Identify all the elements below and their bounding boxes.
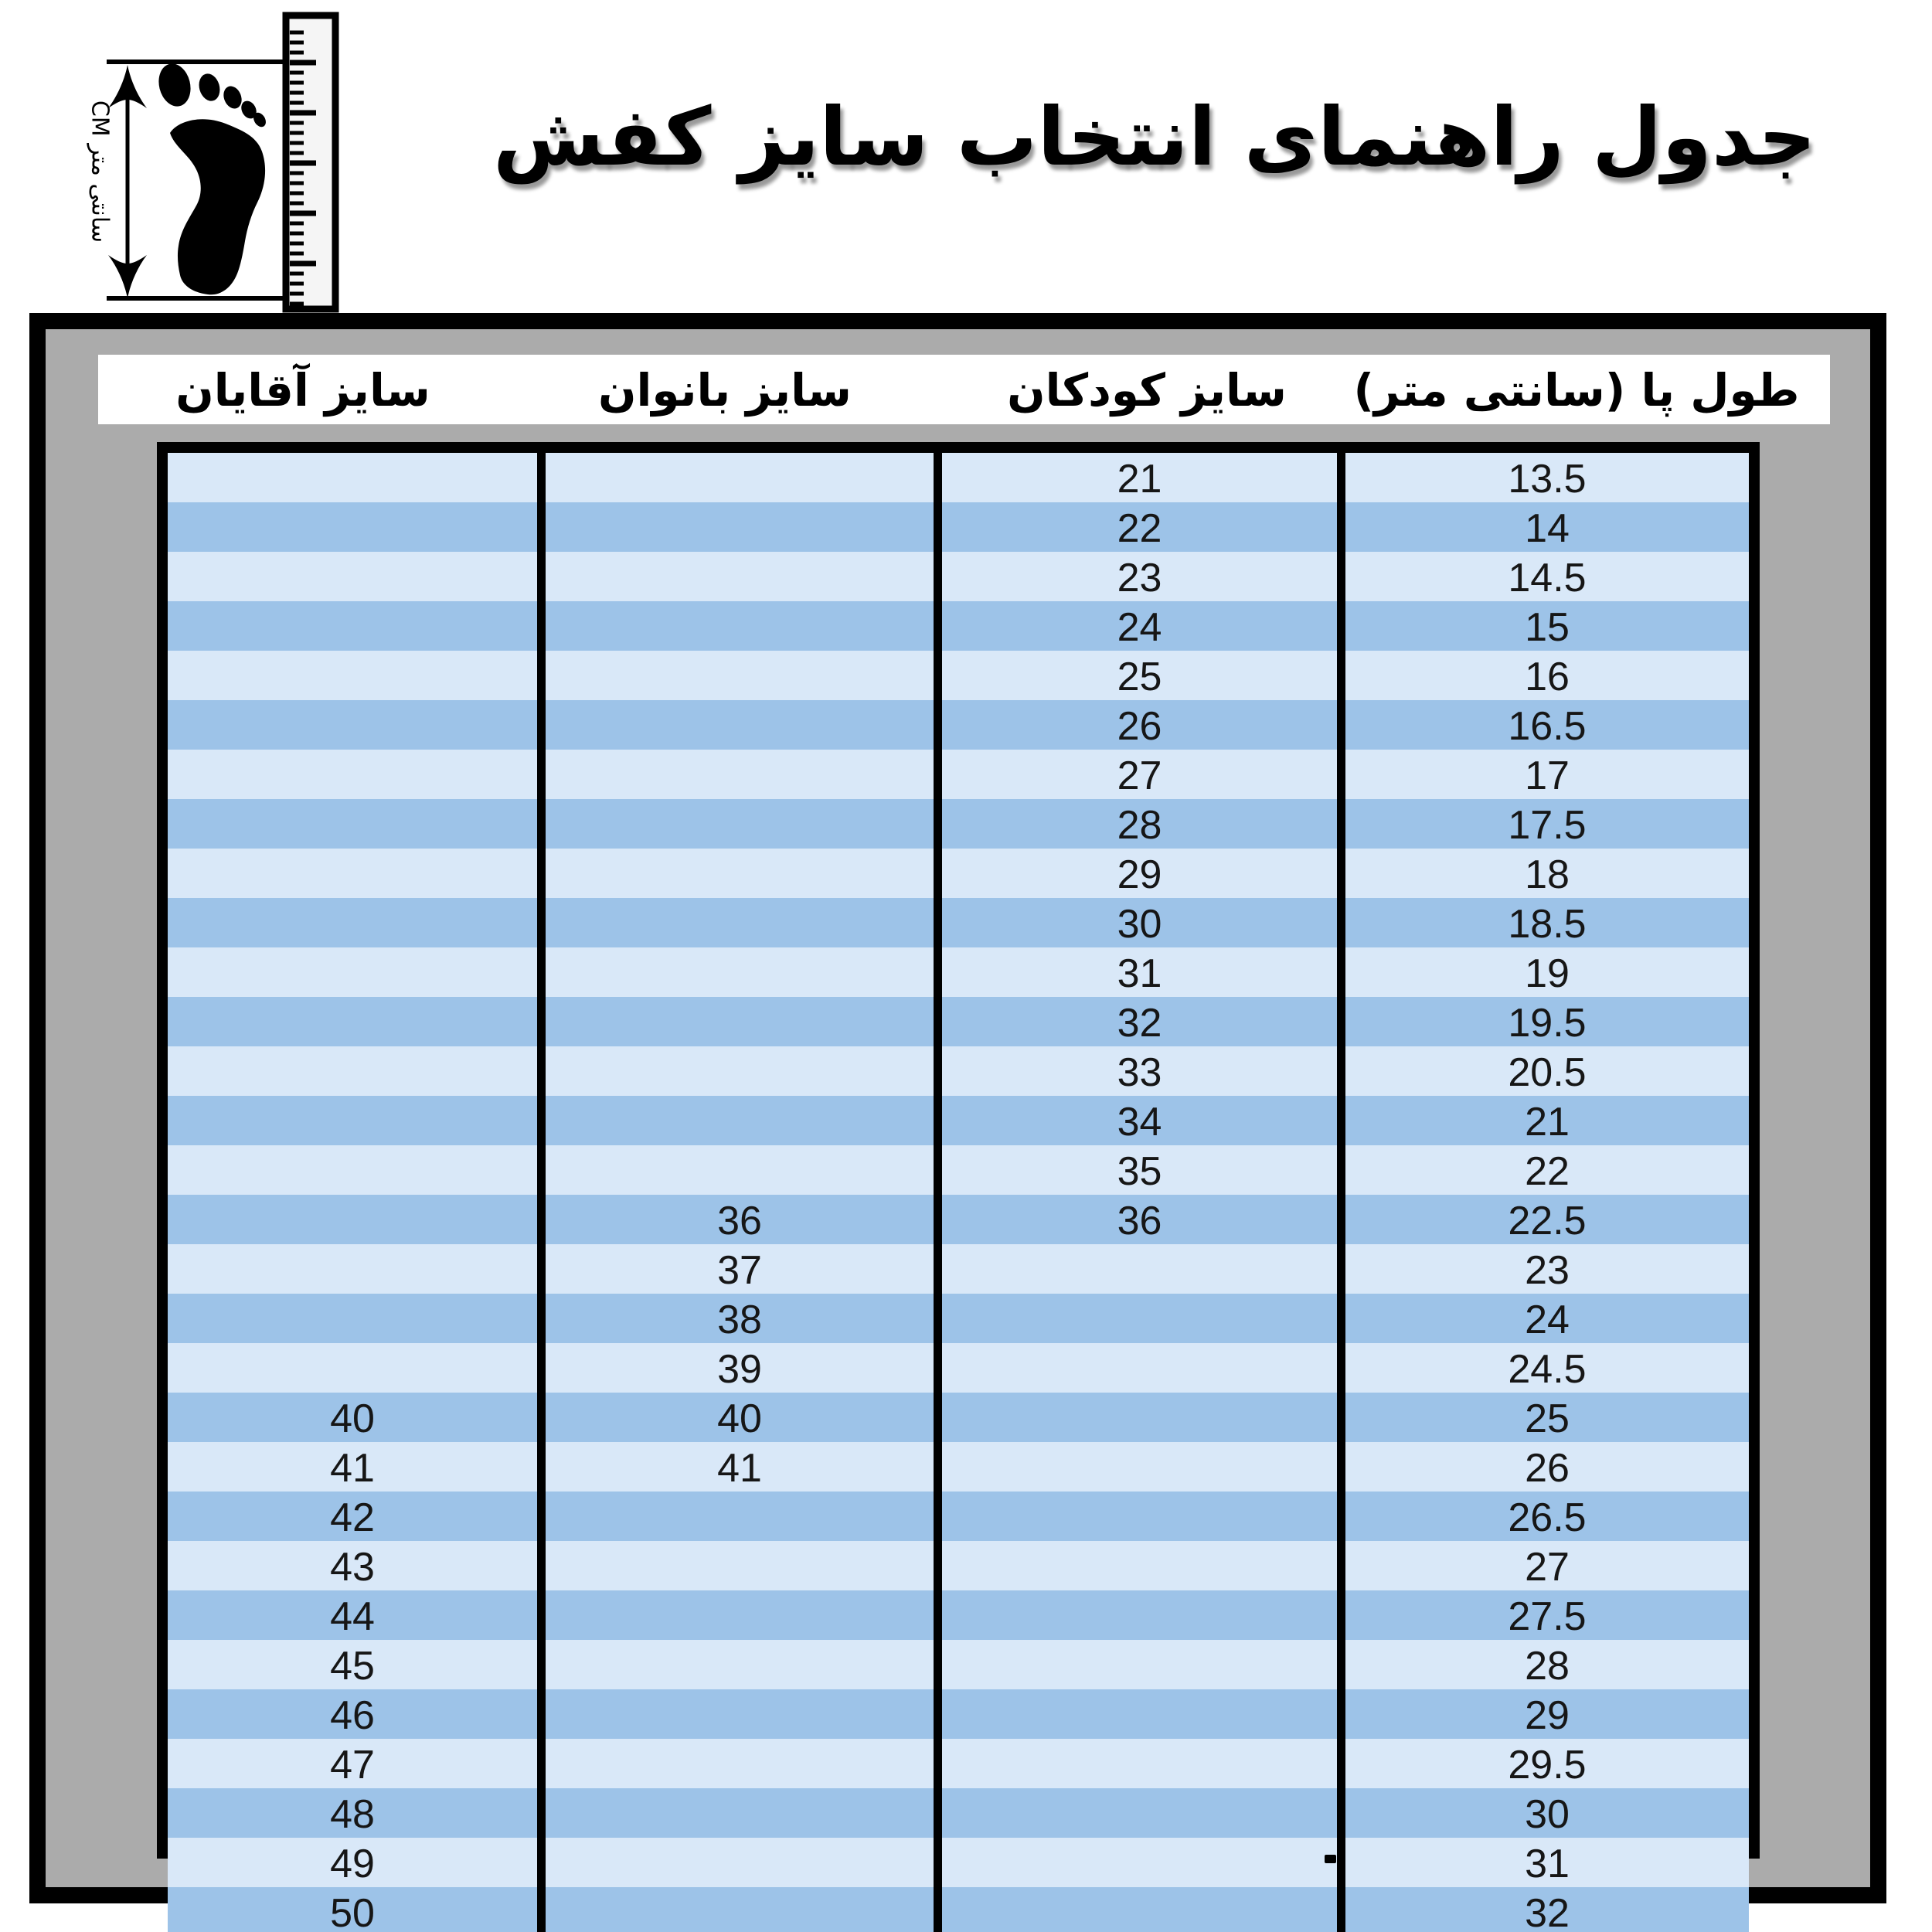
cell-women-size	[546, 1046, 934, 1096]
column-divider	[934, 997, 942, 1046]
cell-children-size: 25	[1117, 655, 1162, 699]
column-divider	[1337, 651, 1345, 700]
column-divider	[537, 849, 546, 898]
cell-foot-length: 22.5	[1508, 1199, 1587, 1243]
cell-foot-length: 32	[1525, 1891, 1570, 1932]
column-divider	[934, 1244, 942, 1294]
cell-children-size	[942, 1887, 1337, 1932]
cell-men-size	[168, 1096, 537, 1145]
column-divider	[934, 502, 942, 552]
column-divider	[537, 552, 546, 601]
column-divider	[1337, 1590, 1345, 1640]
cell-men-size	[168, 651, 537, 700]
column-divider	[934, 1590, 942, 1640]
column-divider	[537, 997, 546, 1046]
cell-children-size: 30	[1117, 902, 1162, 947]
cell-women-size	[546, 1640, 934, 1689]
column-divider	[1337, 947, 1345, 997]
cell-women-size	[546, 502, 934, 552]
cell-women-size	[546, 1492, 934, 1541]
column-divider	[934, 552, 942, 601]
cell-foot-length: 14	[1525, 506, 1570, 551]
column-divider	[537, 1145, 546, 1195]
cell-foot-length: 13.5	[1508, 457, 1587, 502]
cell-foot-length: 28	[1525, 1644, 1570, 1689]
cell-women-size	[546, 1838, 934, 1887]
column-divider	[1337, 1244, 1345, 1294]
column-divider	[1337, 1689, 1345, 1739]
cell-children-size: 33	[1117, 1050, 1162, 1095]
cell-foot-length: 31	[1525, 1842, 1570, 1886]
column-divider	[1337, 700, 1345, 750]
cell-women-size	[546, 1096, 934, 1145]
column-divider	[1337, 997, 1345, 1046]
cell-children-size	[942, 1343, 1337, 1393]
cell-children-size: 24	[1117, 605, 1162, 650]
cell-foot-length: 26.5	[1508, 1495, 1587, 1540]
cell-men-size	[168, 1343, 537, 1393]
column-divider	[934, 1145, 942, 1195]
cell-men-size: 40	[330, 1396, 375, 1441]
cell-women-size	[546, 601, 934, 651]
cell-children-size	[942, 1590, 1337, 1640]
table-row	[168, 1887, 1749, 1932]
table-row	[168, 947, 1749, 997]
cell-children-size: 34	[1117, 1100, 1162, 1145]
cell-children-size: 36	[1117, 1199, 1162, 1243]
table-row	[168, 651, 1749, 700]
column-divider	[537, 1096, 546, 1145]
foot-measurement-icon	[23, 0, 371, 325]
table-row	[168, 453, 1749, 502]
column-divider	[537, 898, 546, 947]
cell-men-size: 50	[330, 1891, 375, 1932]
cell-women-size: 38	[717, 1298, 762, 1342]
column-divider	[537, 1294, 546, 1343]
table-row	[168, 1393, 1749, 1442]
cell-men-size	[168, 453, 537, 502]
cell-women-size: 40	[717, 1396, 762, 1441]
column-divider	[1337, 898, 1345, 947]
cell-men-size	[168, 799, 537, 849]
cell-foot-length: 15	[1525, 605, 1570, 650]
column-divider	[934, 1343, 942, 1393]
size-table	[157, 442, 1760, 1932]
cell-children-size: 32	[1117, 1001, 1162, 1046]
cell-children-size	[942, 1492, 1337, 1541]
cell-men-size	[168, 750, 537, 799]
cell-women-size	[546, 1590, 934, 1640]
column-divider	[934, 1195, 942, 1244]
cell-children-size: 21	[1117, 457, 1162, 502]
column-divider	[934, 1541, 942, 1590]
column-divider	[537, 1689, 546, 1739]
cell-children-size	[942, 1244, 1337, 1294]
cell-children-size	[942, 1640, 1337, 1689]
column-header-children-size: سایز کودکان	[1007, 364, 1287, 417]
column-divider	[934, 898, 942, 947]
table-row	[168, 750, 1749, 799]
cell-foot-length: 29	[1525, 1693, 1570, 1738]
column-divider	[934, 700, 942, 750]
cell-foot-length: 20.5	[1508, 1050, 1587, 1095]
column-divider	[1337, 502, 1345, 552]
column-divider	[934, 1393, 942, 1442]
column-divider	[934, 1838, 942, 1887]
cell-foot-length: 17	[1525, 753, 1570, 798]
cell-foot-length: 26	[1525, 1446, 1570, 1491]
column-divider	[934, 1739, 942, 1788]
cell-foot-length: 30	[1525, 1792, 1570, 1837]
table-header-strip	[98, 355, 1830, 424]
table-row	[168, 1046, 1749, 1096]
column-divider	[537, 1492, 546, 1541]
cell-women-size	[546, 898, 934, 947]
column-divider	[537, 601, 546, 651]
table-row	[168, 1590, 1749, 1640]
column-divider	[537, 1244, 546, 1294]
column-divider	[537, 1343, 546, 1393]
cell-children-size: 31	[1117, 951, 1162, 996]
column-divider	[934, 1442, 942, 1492]
cell-men-size	[168, 1294, 537, 1343]
column-divider	[1337, 1492, 1345, 1541]
column-divider	[537, 750, 546, 799]
cell-children-size: 22	[1117, 506, 1162, 551]
cell-foot-length: 14.5	[1508, 556, 1587, 600]
cell-men-size	[168, 601, 537, 651]
column-divider	[537, 453, 546, 502]
column-divider	[934, 1640, 942, 1689]
column-divider	[934, 601, 942, 651]
table-row	[168, 1838, 1749, 1887]
column-header-foot-length: طول پا (سانتی متر)	[1353, 364, 1800, 417]
table-row	[168, 1145, 1749, 1195]
column-divider	[934, 1294, 942, 1343]
column-divider	[537, 700, 546, 750]
column-divider	[1337, 1541, 1345, 1590]
cell-women-size	[546, 700, 934, 750]
column-divider	[1337, 1442, 1345, 1492]
table-row	[168, 1492, 1749, 1541]
table-row	[168, 552, 1749, 601]
cell-men-size	[168, 1195, 537, 1244]
table-row	[168, 1442, 1749, 1492]
table-row	[168, 502, 1749, 552]
table-row	[168, 1689, 1749, 1739]
cell-women-size: 36	[717, 1199, 762, 1243]
column-divider	[537, 1640, 546, 1689]
cell-men-size	[168, 849, 537, 898]
cell-men-size	[168, 1244, 537, 1294]
cell-women-size	[546, 750, 934, 799]
cell-men-size: 48	[330, 1792, 375, 1837]
table-row	[168, 1096, 1749, 1145]
page-title: جدول راهنمای انتخاب سایز کفش	[493, 90, 1816, 184]
column-divider	[537, 1393, 546, 1442]
cell-foot-length: 17.5	[1508, 803, 1587, 848]
column-divider	[1337, 1343, 1345, 1393]
cell-women-size	[546, 1145, 934, 1195]
cell-men-size: 47	[330, 1743, 375, 1787]
column-divider	[537, 1739, 546, 1788]
cell-foot-length: 24.5	[1508, 1347, 1587, 1392]
column-header-men-size: سایز آقایان	[175, 364, 430, 417]
cell-men-size	[168, 947, 537, 997]
table-row	[168, 1294, 1749, 1343]
table-row	[168, 849, 1749, 898]
cell-men-size	[168, 1046, 537, 1096]
cell-men-size: 46	[330, 1693, 375, 1738]
cell-foot-length: 29.5	[1508, 1743, 1587, 1787]
table-row	[168, 898, 1749, 947]
cell-women-size	[546, 997, 934, 1046]
column-divider	[1337, 1294, 1345, 1343]
cell-men-size	[168, 502, 537, 552]
column-divider	[1337, 1393, 1345, 1442]
table-row	[168, 1244, 1749, 1294]
cell-children-size: 35	[1117, 1149, 1162, 1194]
cell-men-size	[168, 552, 537, 601]
column-divider	[1337, 1838, 1345, 1887]
column-divider	[1337, 1887, 1345, 1932]
cell-men-size	[168, 1145, 537, 1195]
column-divider	[1337, 1195, 1345, 1244]
cell-children-size: 26	[1117, 704, 1162, 749]
column-divider	[934, 1788, 942, 1838]
cell-foot-length: 19.5	[1508, 1001, 1587, 1046]
cell-women-size	[546, 1689, 934, 1739]
cell-foot-length: 27.5	[1508, 1594, 1587, 1639]
cell-men-size: 42	[330, 1495, 375, 1540]
column-divider	[537, 502, 546, 552]
cell-children-size: 28	[1117, 803, 1162, 848]
cell-women-size: 37	[717, 1248, 762, 1293]
cell-women-size	[546, 1788, 934, 1838]
column-divider	[537, 1442, 546, 1492]
column-divider	[934, 651, 942, 700]
cell-foot-length: 18	[1525, 852, 1570, 897]
top-extent-line	[107, 60, 284, 64]
cell-men-size	[168, 997, 537, 1046]
cell-men-size: 44	[330, 1594, 375, 1639]
column-divider	[934, 750, 942, 799]
column-divider	[1337, 750, 1345, 799]
column-divider	[934, 947, 942, 997]
toe-icon	[220, 83, 245, 111]
cell-children-size: 23	[1117, 556, 1162, 600]
cell-foot-length: 27	[1525, 1545, 1570, 1590]
cell-children-size	[942, 1838, 1337, 1887]
column-divider	[1337, 1096, 1345, 1145]
cell-women-size	[546, 552, 934, 601]
cell-children-size: 29	[1117, 852, 1162, 897]
table-row	[168, 601, 1749, 651]
table-row	[168, 1343, 1749, 1393]
cell-foot-length: 18.5	[1508, 902, 1587, 947]
cell-women-size	[546, 651, 934, 700]
cell-men-size: 49	[330, 1842, 375, 1886]
cell-women-size	[546, 453, 934, 502]
column-header-women-size: سایز بانوان	[598, 364, 852, 417]
cell-men-size: 43	[330, 1545, 375, 1590]
column-divider	[1337, 1640, 1345, 1689]
cell-foot-length: 16	[1525, 655, 1570, 699]
column-divider	[537, 651, 546, 700]
cell-foot-length: 23	[1525, 1248, 1570, 1293]
cell-women-size	[546, 799, 934, 849]
column-divider	[1337, 1145, 1345, 1195]
cell-foot-length: 19	[1525, 951, 1570, 996]
table-row	[168, 1640, 1749, 1689]
column-divider	[934, 1887, 942, 1932]
column-divider	[537, 1195, 546, 1244]
cell-men-size	[168, 700, 537, 750]
column-divider	[1337, 552, 1345, 601]
artifact-mark	[1325, 1855, 1336, 1863]
cell-foot-length: 16.5	[1508, 704, 1587, 749]
cell-children-size: 27	[1117, 753, 1162, 798]
cell-children-size	[942, 1689, 1337, 1739]
column-divider	[1337, 601, 1345, 651]
cell-women-size	[546, 849, 934, 898]
column-divider	[1337, 1739, 1345, 1788]
big-toe-icon	[155, 60, 195, 110]
column-divider	[934, 799, 942, 849]
toe-icon	[196, 71, 223, 104]
column-divider	[537, 947, 546, 997]
cell-men-size: 41	[330, 1446, 375, 1491]
column-divider	[1337, 453, 1345, 502]
column-divider	[537, 1788, 546, 1838]
table-row	[168, 1541, 1749, 1590]
column-divider	[537, 1590, 546, 1640]
column-divider	[934, 849, 942, 898]
column-divider	[537, 1838, 546, 1887]
cell-women-size	[546, 1887, 934, 1932]
cell-women-size: 41	[717, 1446, 762, 1491]
column-divider	[934, 1046, 942, 1096]
column-divider	[1337, 849, 1345, 898]
column-divider	[537, 1046, 546, 1096]
cell-women-size	[546, 1739, 934, 1788]
cell-women-size: 39	[717, 1347, 762, 1392]
column-divider	[934, 1096, 942, 1145]
cell-children-size	[942, 1739, 1337, 1788]
table-row	[168, 700, 1749, 750]
cell-children-size	[942, 1393, 1337, 1442]
cell-foot-length: 24	[1525, 1298, 1570, 1342]
column-divider	[934, 1492, 942, 1541]
column-divider	[537, 799, 546, 849]
cell-foot-length: 22	[1525, 1149, 1570, 1194]
cell-foot-length: 25	[1525, 1396, 1570, 1441]
cm-unit-label: سانتی متر CM	[86, 100, 114, 243]
column-divider	[1337, 1046, 1345, 1096]
cell-children-size	[942, 1294, 1337, 1343]
cell-women-size	[546, 1541, 934, 1590]
foot-sole-icon	[170, 119, 265, 294]
table-row	[168, 799, 1749, 849]
cell-children-size	[942, 1788, 1337, 1838]
cell-women-size	[546, 947, 934, 997]
cell-men-size	[168, 898, 537, 947]
column-divider	[537, 1541, 546, 1590]
column-divider	[537, 1887, 546, 1932]
column-divider	[934, 453, 942, 502]
cell-children-size	[942, 1541, 1337, 1590]
table-row	[168, 1739, 1749, 1788]
table-row	[168, 997, 1749, 1046]
cell-men-size: 45	[330, 1644, 375, 1689]
column-divider	[934, 1689, 942, 1739]
bottom-extent-line	[107, 296, 284, 301]
column-divider	[1337, 1788, 1345, 1838]
table-row	[168, 1195, 1749, 1244]
cell-foot-length: 21	[1525, 1100, 1570, 1145]
table-row	[168, 1788, 1749, 1838]
column-divider	[1337, 799, 1345, 849]
cell-children-size	[942, 1442, 1337, 1492]
